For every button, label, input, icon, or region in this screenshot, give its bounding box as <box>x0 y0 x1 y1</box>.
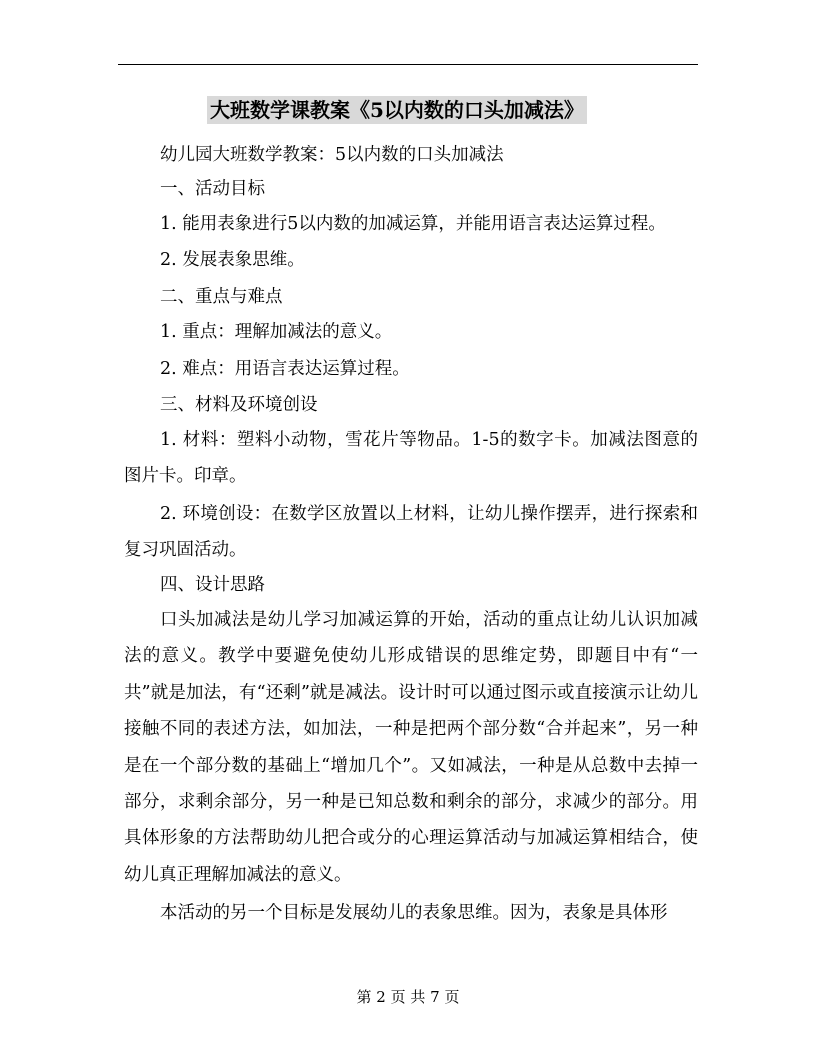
section-heading-4: 四、设计思路 <box>160 575 265 595</box>
page-number-footer: 第 2 页 共 7 页 <box>356 988 460 1006</box>
section-heading-1: 一、活动目标 <box>160 179 265 199</box>
materials-paragraph: 1. 材料：塑料小动物，雪花片等物品。1-5的数字卡。加减法图意的图片卡。印章。 <box>124 430 698 487</box>
document-title: 大班数学课教案《5以内数的口头加减法》 <box>207 96 587 124</box>
environment-paragraph: 2. 环境创设：在数学区放置以上材料，让幼儿操作摆弄，进行探索和复习巩固活动。 <box>124 504 698 561</box>
section-heading-3: 三、材料及环境创设 <box>160 395 318 415</box>
intro-line: 幼儿园大班数学教案：5以内数的口头加减法 <box>160 145 504 165</box>
key-point-item: 1. 重点：理解加减法的意义。 <box>160 322 393 342</box>
difficulty-item: 2. 难点：用语言表达运算过程。 <box>160 359 410 379</box>
design-paragraph: 口头加减法是幼儿学习加减运算的开始，活动的重点让幼儿认识加减法的意义。教学中要避免使幼儿形成错误的思维定势，即题目中有“一共”就是加法，有“还剩”就是减法。设计时可以通过图示或直接演示让幼儿接触不同的表述方法，如加法，一种是把两个部分数“合并起来”，另一种是在一个部分数的基础上“增加几个”。又如减法，一种是从总数中去掉一部分，求剩余部分，另一种是已知总数和剩余的部分，求减少的部分。用具体形象的方法帮助幼儿把合或分的心理运算活动与加减运算相结合，使幼儿真正理解加减法的意义。 <box>124 610 698 885</box>
goal-item-1: 1. 能用表象进行5以内数的加减运算，并能用语言表达运算过程。 <box>160 214 666 234</box>
design-paragraph-continued: 本活动的另一个目标是发展幼儿的表象思维。因为，表象是具体形 <box>160 903 668 923</box>
section-heading-2: 二、重点与难点 <box>160 287 283 307</box>
header-rule <box>118 64 698 65</box>
goal-item-2: 2. 发展表象思维。 <box>160 250 305 270</box>
